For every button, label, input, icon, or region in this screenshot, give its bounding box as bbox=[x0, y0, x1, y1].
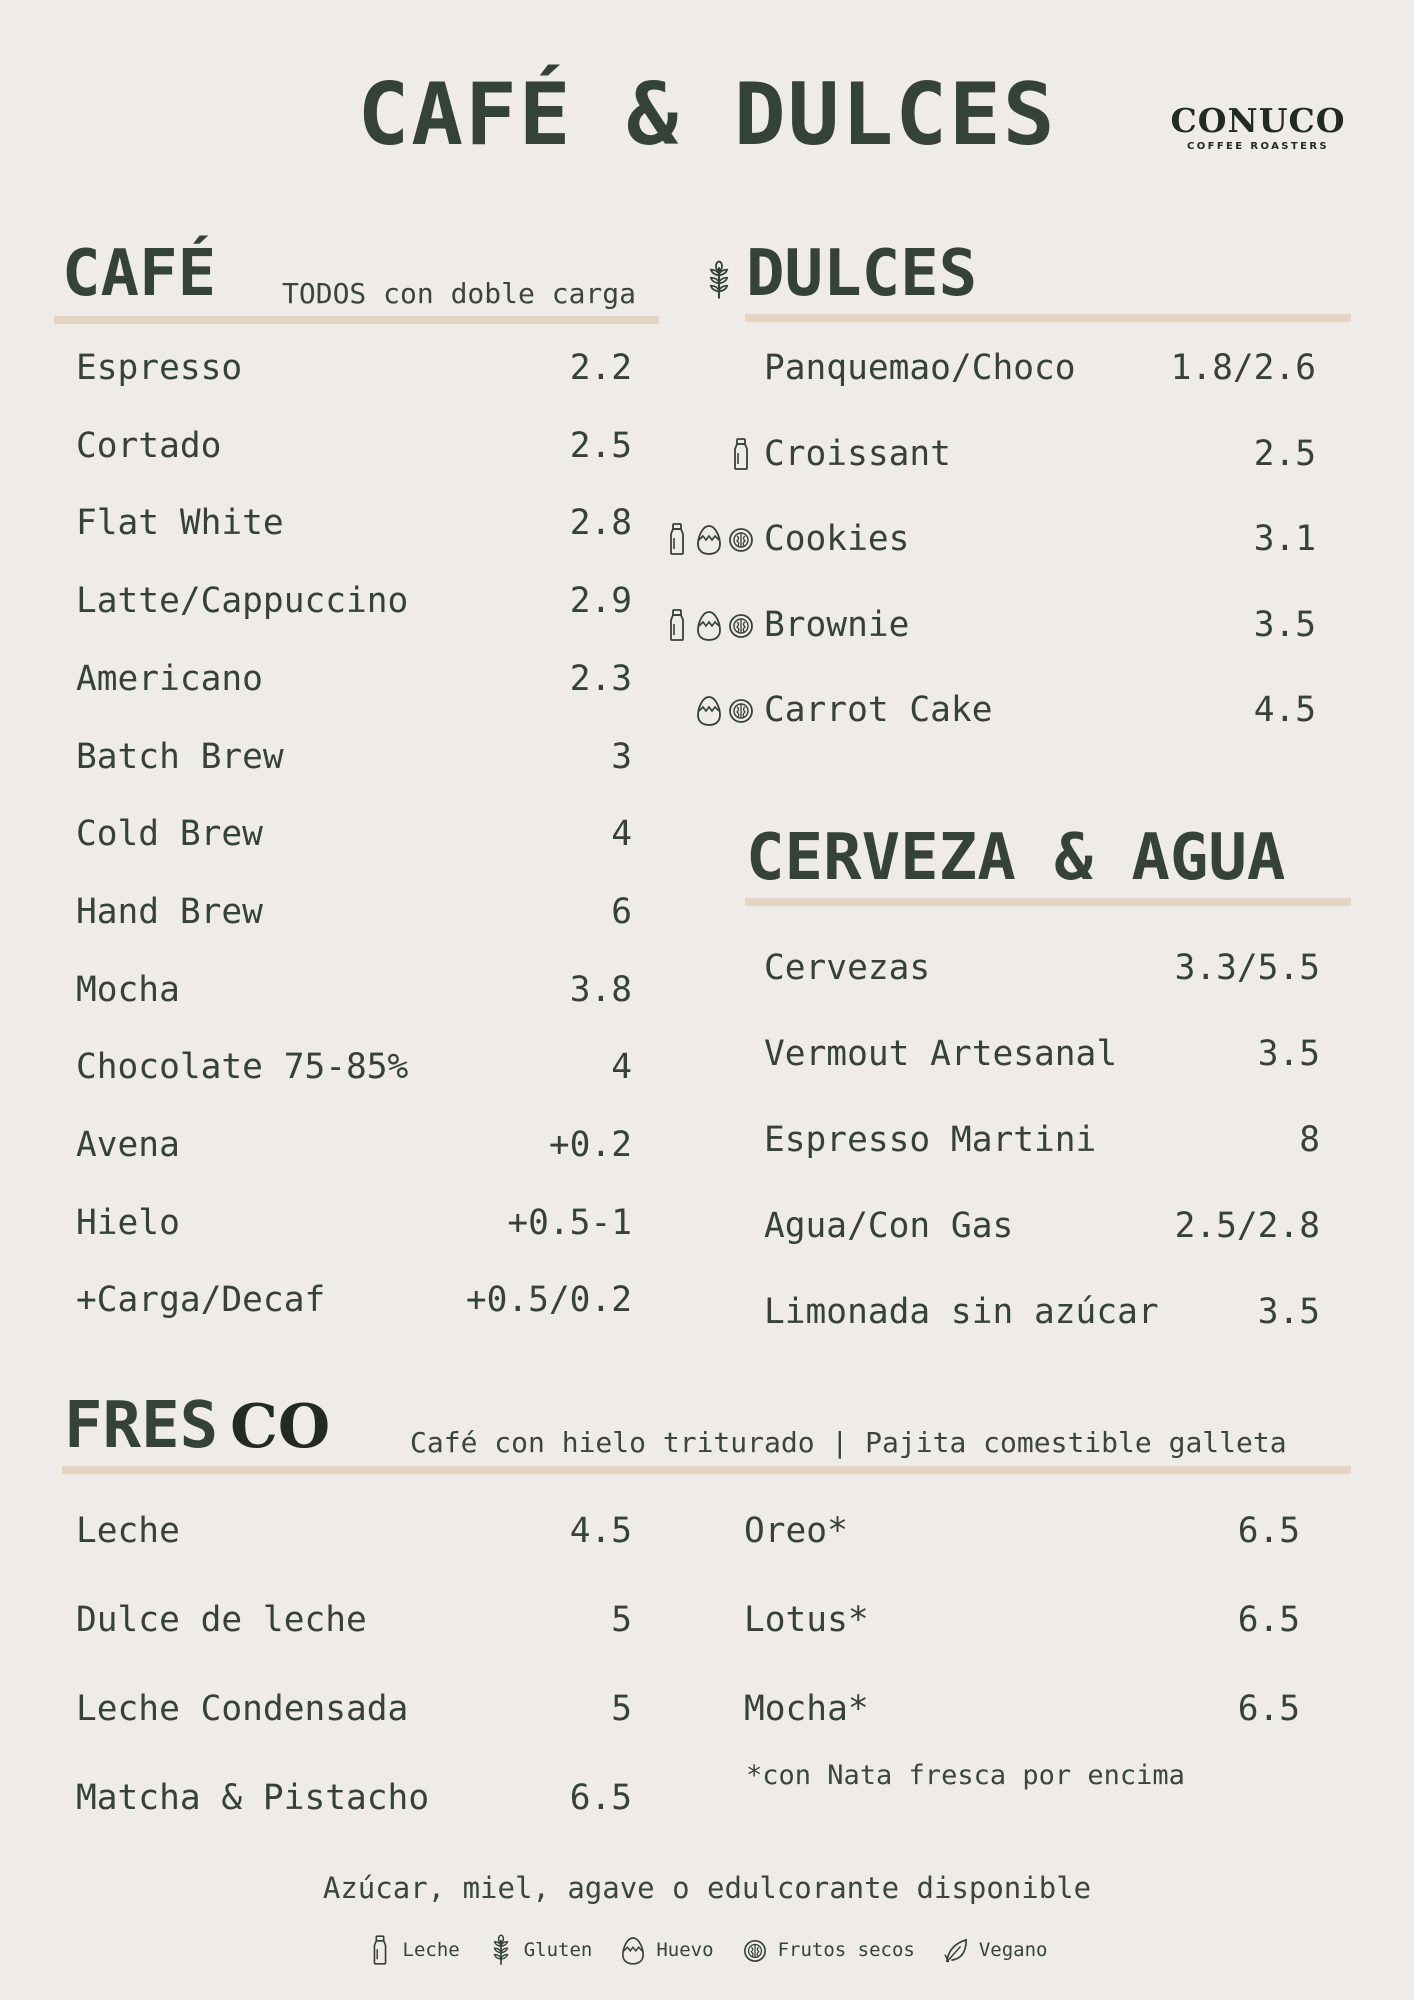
item-name: Chocolate 75-85% bbox=[76, 1047, 409, 1088]
item-name: Lotus* bbox=[744, 1600, 869, 1640]
fresco-section-title bbox=[64, 1389, 331, 1463]
cafe-item-row bbox=[76, 970, 632, 1010]
fresco-item-row bbox=[76, 1600, 632, 1640]
sweetener-note: Azúcar, miel, agave o edulcorante disponible bbox=[322, 1871, 1092, 1905]
item-price: 6.5 bbox=[1237, 1689, 1300, 1729]
item-name: Leche bbox=[76, 1511, 180, 1551]
cafe-item-row bbox=[76, 1125, 632, 1165]
cafe-item-row bbox=[76, 348, 632, 388]
item-price: 3 bbox=[611, 736, 632, 777]
fresco-divider bbox=[62, 1466, 1351, 1474]
cafe-item-row bbox=[76, 1280, 632, 1320]
item-price: 4 bbox=[611, 1047, 632, 1088]
item-name: Agua/Con Gas bbox=[764, 1206, 1014, 1246]
item-name: Panquemao/Choco bbox=[764, 348, 1076, 388]
item-price: 4.5 bbox=[1253, 690, 1316, 730]
egg-icon bbox=[696, 692, 722, 728]
item-name: Batch Brew bbox=[76, 736, 284, 777]
item-name: Mocha bbox=[76, 969, 180, 1010]
fresco-item-row bbox=[744, 1600, 1300, 1640]
dulces-section-title: DULCES bbox=[746, 237, 978, 311]
item-price: 5 bbox=[611, 1689, 632, 1729]
nut-icon bbox=[728, 521, 754, 557]
gluten-icon bbox=[488, 1932, 514, 1968]
item-name: Avena bbox=[76, 1125, 180, 1165]
allergen-legend bbox=[0, 1932, 1414, 1968]
cafe-divider bbox=[54, 316, 659, 324]
dulces-item-row bbox=[764, 434, 1316, 474]
logo-name: CONUCO bbox=[1170, 101, 1346, 140]
cafe-item-row bbox=[76, 503, 632, 543]
item-price: 2.5/2.8 bbox=[1174, 1206, 1320, 1246]
egg-icon bbox=[696, 521, 722, 557]
item-name: Croissant bbox=[764, 433, 951, 474]
item-price: 4.5 bbox=[569, 1511, 632, 1551]
milk-icon bbox=[728, 436, 754, 472]
item-name: Latte/Cappuccino bbox=[76, 581, 409, 622]
legend-label: Frutos secos bbox=[777, 1939, 915, 1961]
egg-icon bbox=[696, 607, 722, 643]
item-price: 3.8 bbox=[569, 969, 632, 1010]
fresco-title-b: CO bbox=[230, 1392, 331, 1462]
item-price: +0.2 bbox=[548, 1125, 632, 1165]
legend-item bbox=[488, 1932, 593, 1968]
item-price: 5 bbox=[611, 1600, 632, 1640]
legend-label: Gluten bbox=[523, 1939, 593, 1961]
cafe-item-row bbox=[76, 892, 632, 932]
legend-label: Huevo bbox=[656, 1939, 714, 1961]
item-price: 2.2 bbox=[569, 348, 632, 388]
item-name: Mocha* bbox=[744, 1689, 869, 1729]
item-name: Oreo* bbox=[744, 1511, 848, 1551]
cerveza-item-row bbox=[764, 1034, 1320, 1074]
item-name: Espresso Martini bbox=[764, 1120, 1097, 1160]
cafe-item-row bbox=[76, 581, 632, 621]
fresco-item-row bbox=[744, 1511, 1300, 1551]
nut-icon bbox=[742, 1932, 768, 1968]
item-name: Brownie bbox=[764, 604, 910, 645]
fresco-title-a: FRES bbox=[64, 1389, 219, 1463]
cerveza-item-row bbox=[764, 948, 1320, 988]
legend-item bbox=[943, 1932, 1048, 1968]
item-name: Matcha & Pistacho bbox=[76, 1778, 430, 1818]
dulces-item-row bbox=[764, 605, 1316, 645]
cafe-item-row bbox=[76, 1047, 632, 1087]
fresco-item-row bbox=[744, 1689, 1300, 1729]
cafe-section-subtitle: TODOS con doble carga bbox=[282, 277, 637, 310]
page-title: CAFÉ & DULCES bbox=[357, 65, 1057, 165]
fresco-item-row bbox=[76, 1689, 632, 1729]
fresco-section-subtitle: Café con hielo triturado | Pajita comestible galleta bbox=[410, 1426, 1287, 1459]
item-price: 4 bbox=[611, 814, 632, 855]
item-price: 3.5 bbox=[1253, 604, 1316, 645]
allergen-icons bbox=[664, 521, 754, 557]
item-price: 2.3 bbox=[569, 658, 632, 699]
leaf-icon bbox=[943, 1932, 969, 1968]
milk-icon bbox=[664, 521, 690, 557]
egg-icon bbox=[620, 1932, 646, 1968]
item-name: Vermout Artesanal bbox=[764, 1034, 1118, 1074]
brand-logo bbox=[1166, 101, 1350, 152]
item-name: Flat White bbox=[76, 503, 284, 544]
item-price: 3.3/5.5 bbox=[1174, 948, 1320, 988]
item-name: Hand Brew bbox=[76, 891, 263, 932]
cerveza-item-row bbox=[764, 1292, 1320, 1332]
cerveza-divider bbox=[745, 898, 1351, 906]
allergen-icons bbox=[664, 607, 754, 643]
item-price: 2.9 bbox=[569, 581, 632, 622]
dulces-item-row bbox=[764, 348, 1316, 388]
gluten-icon bbox=[704, 250, 734, 310]
fresco-item-row bbox=[76, 1511, 632, 1551]
item-name: Leche Condensada bbox=[76, 1689, 409, 1729]
cerveza-section-title: CERVEZA & AGUA bbox=[746, 821, 1286, 895]
dulces-item-row bbox=[764, 690, 1316, 730]
logo-subtitle: COFFEE ROASTERS bbox=[1186, 141, 1330, 152]
fresco-item-row bbox=[76, 1778, 632, 1818]
allergen-icons bbox=[696, 692, 754, 728]
cafe-item-row bbox=[76, 814, 632, 854]
legend-item bbox=[620, 1932, 713, 1968]
cafe-section-title: CAFÉ bbox=[62, 237, 217, 311]
item-name: Americano bbox=[76, 658, 263, 699]
cafe-item-row bbox=[76, 659, 632, 699]
item-name: Espresso bbox=[76, 348, 243, 388]
item-name: Cervezas bbox=[764, 948, 931, 988]
item-name: Cortado bbox=[76, 425, 222, 466]
milk-icon bbox=[664, 607, 690, 643]
item-price: 2.5 bbox=[569, 425, 632, 466]
legend-item bbox=[742, 1932, 915, 1968]
item-price: 2.8 bbox=[569, 503, 632, 544]
item-price: 3.1 bbox=[1253, 519, 1316, 559]
nut-icon bbox=[728, 607, 754, 643]
item-price: 6.5 bbox=[1237, 1600, 1300, 1640]
item-name: Cold Brew bbox=[76, 814, 263, 855]
allergen-icons bbox=[728, 436, 754, 472]
legend-label: Vegano bbox=[978, 1939, 1048, 1961]
legend-item bbox=[367, 1932, 460, 1968]
item-price: 6.5 bbox=[1237, 1511, 1300, 1551]
cafe-item-row bbox=[76, 737, 632, 777]
dulces-divider bbox=[745, 314, 1351, 322]
dulces-item-row bbox=[764, 519, 1316, 559]
item-price: 1.8/2.6 bbox=[1170, 348, 1316, 388]
item-price: 6.5 bbox=[569, 1778, 632, 1818]
item-name: Carrot Cake bbox=[764, 690, 993, 730]
fresco-note: *con Nata fresca por encima bbox=[746, 1760, 1185, 1791]
item-name: Hielo bbox=[76, 1202, 180, 1243]
item-price: 6 bbox=[611, 891, 632, 932]
cerveza-item-row bbox=[764, 1206, 1320, 1246]
milk-icon bbox=[367, 1932, 393, 1968]
item-price: 2.5 bbox=[1253, 433, 1316, 474]
item-price: 8 bbox=[1299, 1120, 1320, 1160]
cafe-item-row bbox=[76, 1203, 632, 1243]
legend-label: Leche bbox=[402, 1939, 460, 1961]
item-price: +0.5/0.2 bbox=[465, 1280, 632, 1321]
item-price: +0.5-1 bbox=[507, 1202, 632, 1243]
cerveza-item-row bbox=[764, 1120, 1320, 1160]
item-name: Limonada sin azúcar bbox=[764, 1292, 1159, 1332]
nut-icon bbox=[728, 692, 754, 728]
cafe-item-row bbox=[76, 426, 632, 466]
item-name: Dulce de leche bbox=[76, 1600, 367, 1640]
item-name: Cookies bbox=[764, 519, 910, 559]
item-price: 3.5 bbox=[1257, 1034, 1320, 1074]
item-price: 3.5 bbox=[1257, 1292, 1320, 1332]
item-name: +Carga/Decaf bbox=[76, 1280, 326, 1321]
